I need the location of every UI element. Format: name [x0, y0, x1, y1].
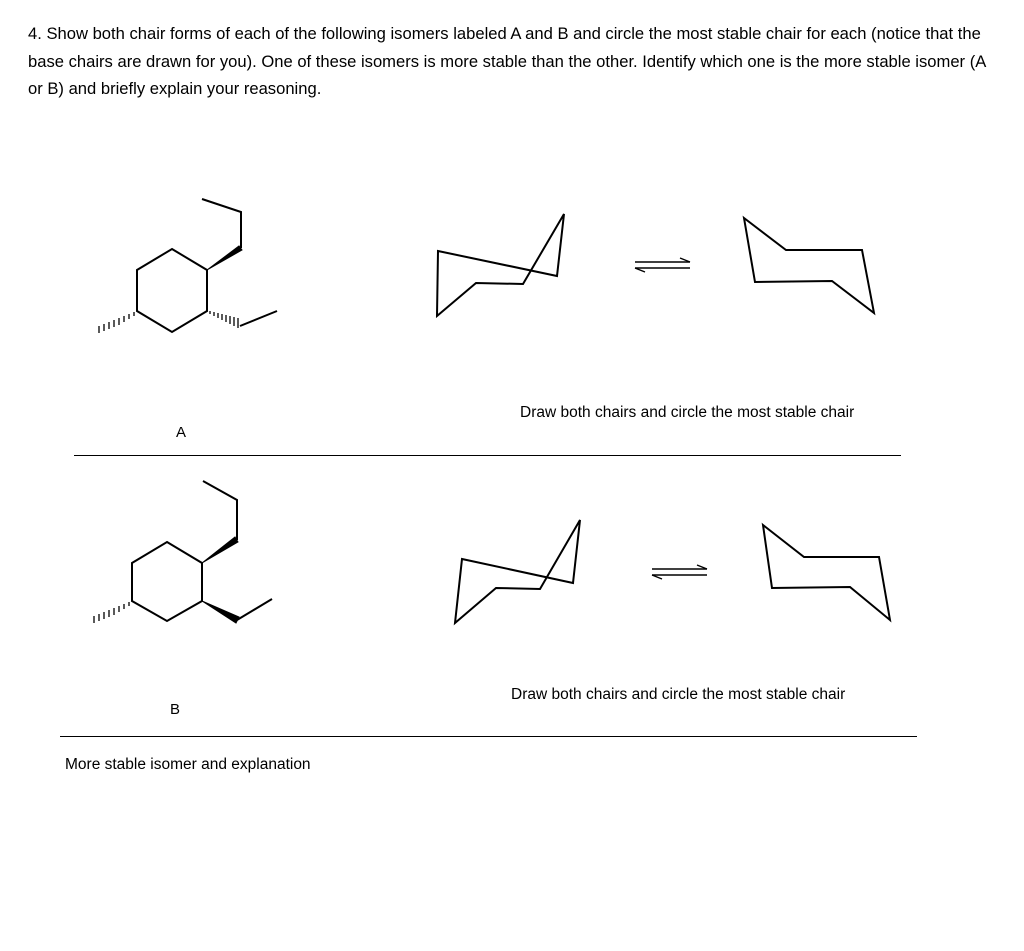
isomer-b-hashed-methyl	[94, 602, 129, 623]
isomer-a-hashed-ethyl	[210, 311, 238, 328]
isomer-a-hashed-methyl	[99, 312, 134, 333]
isomer-b-wedge-bond-bottom	[202, 601, 239, 623]
isomer-b-chair-left	[455, 520, 580, 623]
divider-a	[74, 455, 901, 456]
isomer-a-chair-left	[437, 214, 564, 316]
isomer-a-structure	[99, 199, 277, 333]
divider-b	[60, 736, 917, 737]
isomer-b-chair-right	[763, 525, 890, 620]
isomer-b-wedge-bond-top	[202, 537, 238, 563]
isomer-a-instruction: Draw both chairs and circle the most stable chair	[520, 404, 855, 421]
isomer-b-structure	[94, 481, 272, 623]
isomer-b-equilibrium-arrow	[652, 565, 707, 579]
question-text: 4. Show both chair forms of each of the following isomers labeled A and B and circle the most stable chair for each (notice that the base chairs are drawn for you). One of these isomers is more stable than the other. Identify which one is the more stable isomer (A or B) and briefly explain your reasoning.	[28, 24, 986, 98]
isomer-a-chair-right	[744, 218, 874, 313]
isomer-a-label: A	[176, 424, 187, 441]
isomer-b-label: B	[170, 701, 181, 718]
isomer-a-equilibrium-arrow	[635, 258, 690, 272]
answer-label: More stable isomer and explanation	[65, 756, 311, 773]
isomer-a-wedge-bond	[207, 246, 242, 270]
isomer-b-instruction: Draw both chairs and circle the most stable chair	[511, 686, 846, 703]
